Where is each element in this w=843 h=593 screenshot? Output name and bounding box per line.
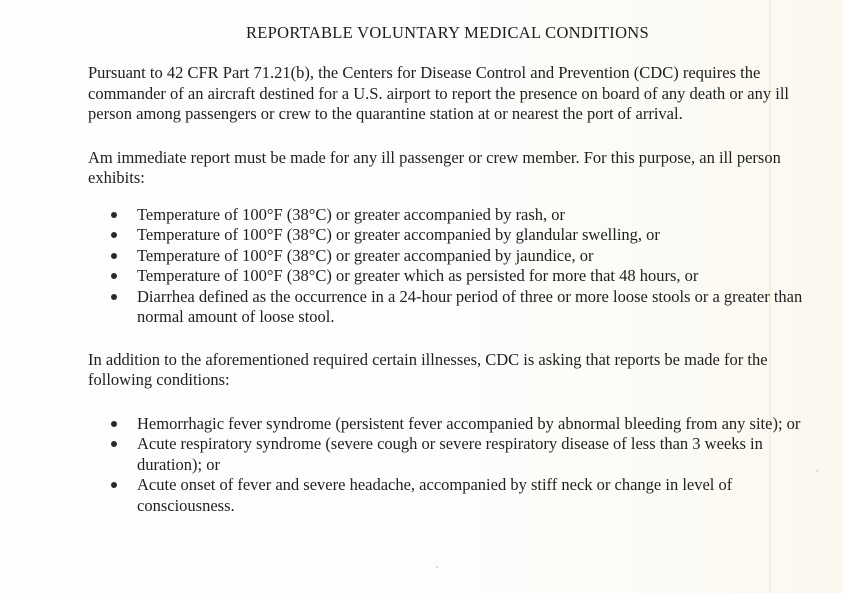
list-item xyxy=(88,414,807,435)
additional-conditions-list xyxy=(88,414,807,517)
list-item-text: Temperature of 100°F (38°C) or greater accompanied by glandular swelling, or xyxy=(137,225,660,244)
bullet-icon xyxy=(111,421,117,427)
list-item-text: Diarrhea defined as the occurrence in a 24-hour period of three or more loose stools or a greater than normal amount of loose stool. xyxy=(137,286,803,326)
list-item xyxy=(88,225,807,246)
list-item-text: Hemorrhagic fever syndrome (persistent fever accompanied by abnormal bleeding from any site); or xyxy=(137,413,801,433)
list-item xyxy=(88,205,807,226)
list-item-text: Temperature of 100°F (38°C) or greater accompanied by rash, or xyxy=(137,204,566,224)
bullet-icon xyxy=(111,253,117,259)
bullet-icon xyxy=(111,273,117,279)
list-item xyxy=(88,266,807,287)
list-item-text: Acute onset of fever and severe headache, accompanied by stiff neck or change in level of consciousness. xyxy=(137,475,733,515)
bullet-icon xyxy=(111,294,117,300)
list-item xyxy=(88,475,807,516)
ill-person-criteria-list xyxy=(88,205,807,328)
scan-speck xyxy=(436,566,438,568)
bullet-icon xyxy=(111,212,117,218)
document-title: REPORTABLE VOLUNTARY MEDICAL CONDITIONS xyxy=(246,23,649,42)
list-item xyxy=(88,246,807,267)
paragraph-additional-conditions: In addition to the aforementioned required certain illnesses, CDC is asking that reports be made for the following conditions: xyxy=(88,349,768,389)
list-item-text: Acute respiratory syndrome (severe cough or severe respiratory disease of less than 3 weeks in duration); or xyxy=(137,434,763,474)
paragraph-immediate-report: Am immediate report must be made for any ill passenger or crew member. For this purpose, an ill person exhibits: xyxy=(88,147,781,187)
bullet-icon xyxy=(111,232,117,238)
list-item-text: Temperature of 100°F (38°C) or greater which as persisted for more that 48 hours, or xyxy=(137,266,699,285)
list-item xyxy=(88,434,807,475)
list-item xyxy=(88,287,807,328)
bullet-icon xyxy=(111,482,117,488)
bullet-icon xyxy=(111,441,117,447)
list-item-text: Temperature of 100°F (38°C) or greater accompanied by jaundice, or xyxy=(137,245,594,265)
paragraph-regulation: Pursuant to 42 CFR Part 71.21(b), the Centers for Disease Control and Prevention (CDC) requires the commander of an aircraft destined for a U.S. airport to report the presence on board of any death or any ill person among passengers or crew to the quarantine station at or nearest the port of arrival. xyxy=(88,63,789,123)
